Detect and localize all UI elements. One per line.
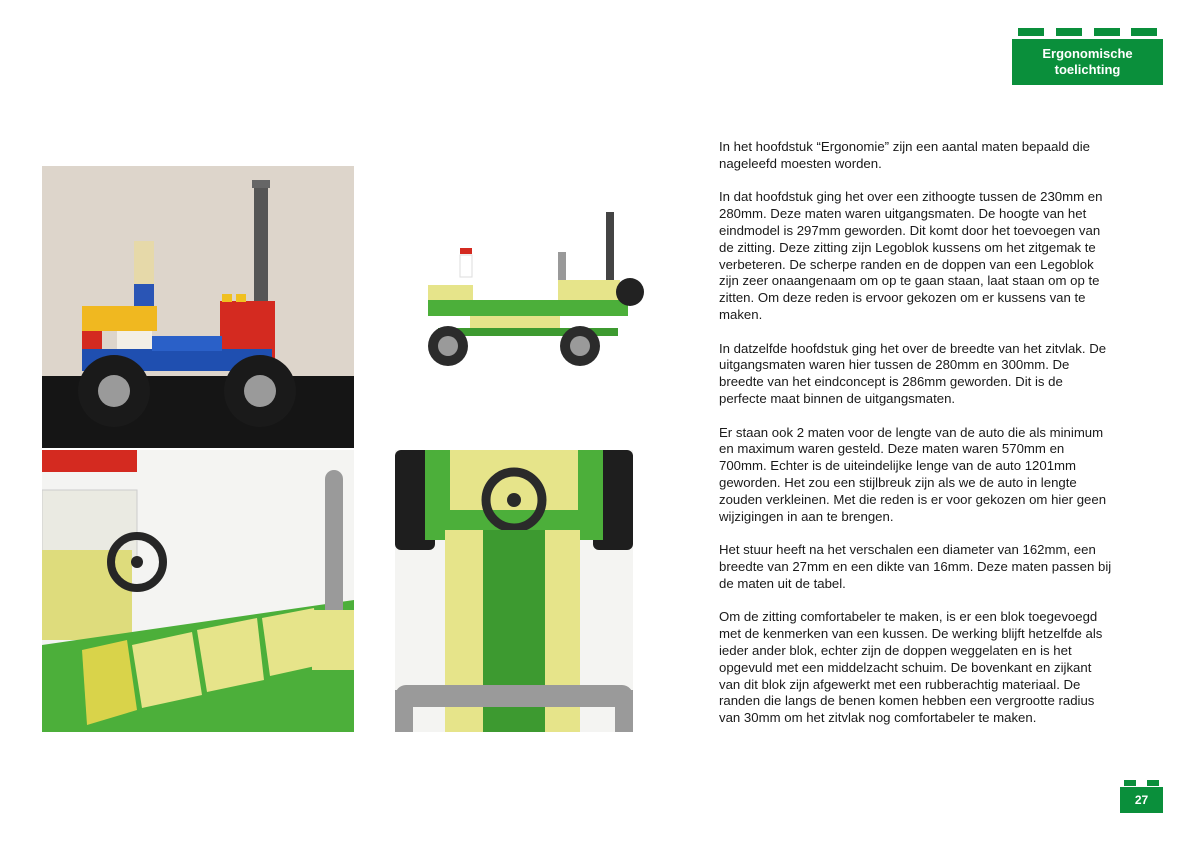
stud-icon — [1056, 28, 1082, 36]
page-number-badge — [1120, 780, 1163, 813]
stud-icon — [1124, 780, 1136, 786]
photo-lego-car-physical-side — [42, 166, 354, 448]
section-tab — [1012, 28, 1163, 85]
section-title: Ergonomische toelichting — [1042, 46, 1133, 77]
stud-icon — [1094, 28, 1120, 36]
section-tab-body — [1012, 39, 1163, 85]
page-number: 27 — [1120, 787, 1163, 813]
paragraph: Om de zitting comfortabeler te maken, is er een blok toegevoegd met de kenmerken van een kussen. De werking blijft hetzelfde als ieder ander blok, echter zijn de doppen weggelaten en is het opgevuld met een middelzacht schuim. De bovenkant en zijkant van dit blok zijn afgewerkt met een rubberachtig materiaal. De randen die langs de benen komen hebben een vergrootte radius van 30mm om het zitvlak nog comfortabeler te maken. — [719, 609, 1103, 726]
paragraph: In dat hoofdstuk ging het over een zithoogte tussen de 230mm en 280mm. Deze maten waren uitgangsmaten. De hoogte van het eindmodel is 297mm geworden. Dit komt door het toevoegen van de zitting. Deze zitting zijn Legoblok kussens om het zitgemak te verbeteren. De scherpe randen en de doppen van een Legoblok zijn zeer onaangenaam om op te gaan staan, laat staan om op te zitten. Om deze reden is ervoor gekozen om er kussens van te maken. — [719, 189, 1103, 322]
body-text — [719, 139, 1114, 744]
paragraph: Er staan ook 2 maten voor de lengte van de auto die als minimum en maximum waren gesteld. Deze maten waren 570mm en 700mm. Echter is de uiteindelijke lenge van de auto 1201mm geworden. Het zou een stijlbreuk zijn als we de auto in lengte zouden verkleinen. Met die reden is er voor gekozen om hier geen wijzigingen in aan te brengen. — [719, 424, 1107, 524]
stud-icon — [1147, 780, 1159, 786]
paragraph: Het stuur heeft na het verschalen een diameter van 162mm, een breedte van 27mm en een dikte van 16mm. Deze maten passen bij de maten uit de tabel. — [719, 542, 1112, 591]
paragraph: In het hoofdstuk “Ergonomie” zijn een aantal maten bepaald die nageleefd moesten worden. — [719, 139, 1090, 171]
paragraph: In datzelfde hoofdstuk ging het over de breedte van het zitvlak. De uitgangsmaten waren hier tussen de 280mm en 300mm. De breedte van het eindconcept is 286mm geworden. Dit is de perfecte maat binnen de uitgangsmaten. — [719, 340, 1107, 406]
render-lego-car-top — [395, 450, 633, 732]
stud-icon — [1018, 28, 1044, 36]
render-lego-car-closeup-seat — [42, 450, 354, 732]
stud-icon — [1131, 28, 1157, 36]
brick-studs — [1012, 28, 1163, 38]
render-lego-car-side — [410, 200, 650, 375]
